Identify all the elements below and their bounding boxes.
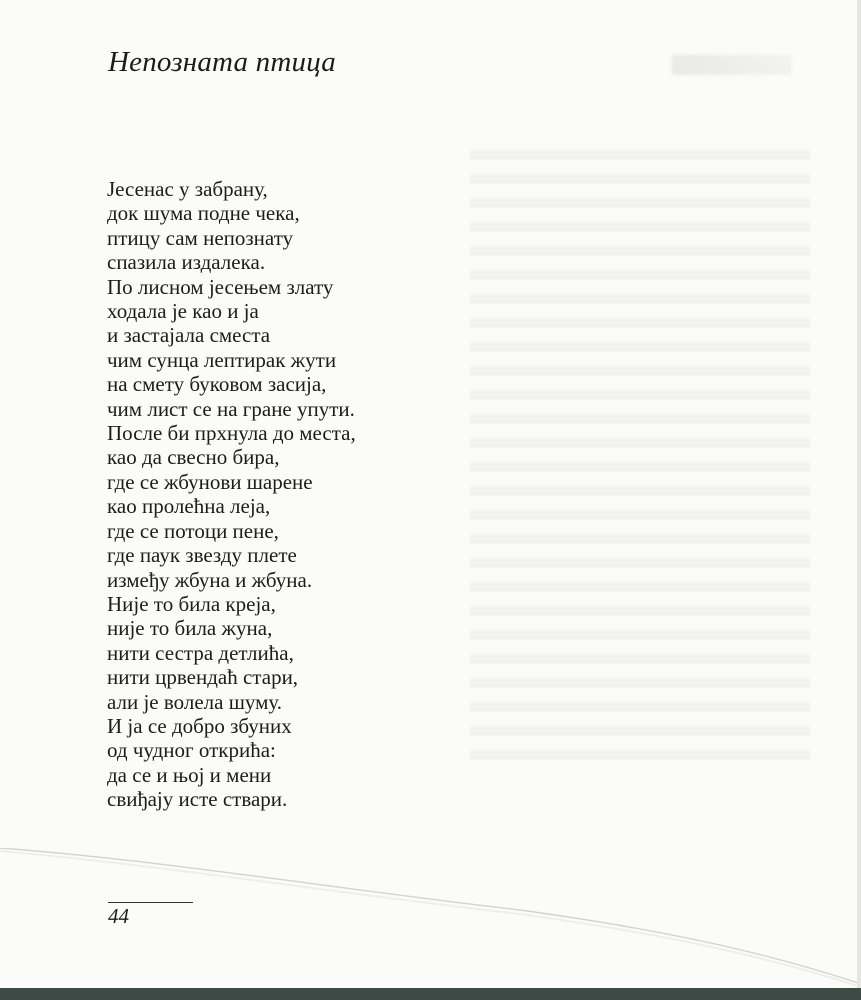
poem-line: и застајала сместа	[107, 323, 271, 348]
poem-line: док шума подне чека,	[107, 201, 300, 226]
poem-line: Јесенас у забрану,	[107, 177, 268, 201]
poem-line: спазила издалека.	[107, 250, 266, 275]
poem-line: где се потоци пене,	[107, 518, 279, 543]
paper-crease	[0, 848, 861, 988]
poem-line: да се и њој и мени	[107, 762, 272, 787]
poem-line: чим сунца лептирак жути	[107, 347, 337, 372]
poem-line: После би прхнула до места,	[107, 421, 356, 446]
poem-title: Непозната птица	[108, 46, 336, 78]
page-bottom-edge	[0, 988, 861, 1000]
poem-line: на смету буковом засија,	[107, 372, 327, 397]
show-through-heading	[672, 55, 792, 75]
show-through-text	[470, 150, 810, 770]
poem-line: између жбуна и жбуна.	[107, 567, 313, 592]
poem-line: свиђају исте ствари.	[107, 787, 288, 812]
poem-line: чим лист се на гране упути.	[107, 396, 355, 421]
poem-line: али је волела шуму.	[107, 689, 283, 714]
poem-line: где се жбунови шарене	[107, 469, 313, 494]
poem-line: По лисном јесењем злату	[107, 274, 334, 299]
poem-body	[107, 177, 447, 812]
poem-line: ходала је као и ја	[107, 299, 259, 324]
page-number-rule	[108, 902, 193, 903]
poem-line: нити црвендаћ стари,	[107, 665, 299, 690]
poem-line: где паук звезду плете	[107, 543, 297, 568]
poem-line: као да свесно бира,	[107, 445, 280, 470]
page-edge	[857, 0, 861, 1000]
poem-line: као пролећна леја,	[107, 494, 271, 519]
poem-line: Није то била креја,	[107, 591, 276, 616]
poem-line: од чудног открића:	[107, 738, 276, 763]
page-number: 44	[108, 904, 129, 928]
poem-line: нити сестра детлића,	[107, 640, 294, 665]
poem-line: није то била жуна,	[107, 616, 273, 641]
poem-line: птицу сам непознату	[107, 225, 294, 250]
poem-line: И ја се добро збуних	[107, 713, 292, 738]
